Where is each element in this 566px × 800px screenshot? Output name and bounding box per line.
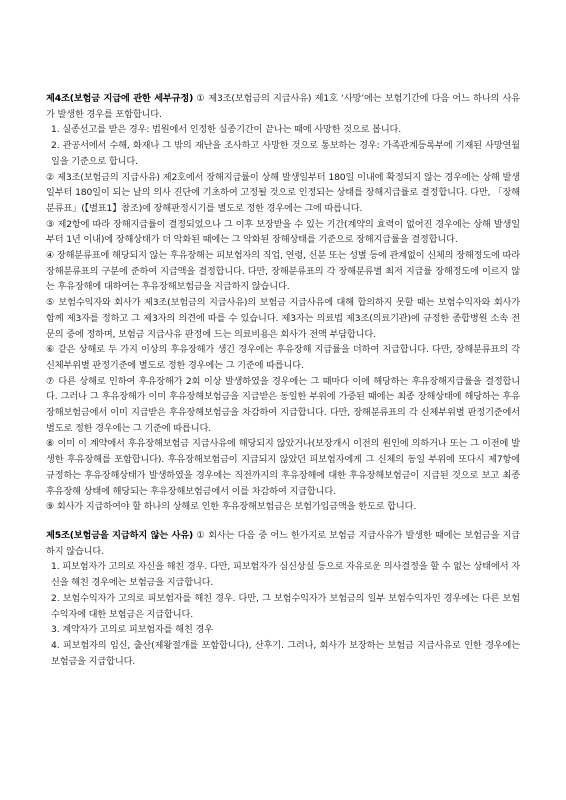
article-4-clause-5: ⑤ 보험수익자와 회사가 제3조(보험금의 지급사유)의 보험금 지급사유에 대해 합의하지 못할 때는 보험수익자와 회사가 함께 제3자를 정하고 그 제3자의 의견에 따를 수 있습니다. 제3자는 의료법 제3조(의료기관)에 규정한 종합병원 소속 전문의 중에 정하며, 보험금 지급사유 판정에 드는 의료비용은 회사가 전액 부담합니다. [46, 297, 520, 340]
article-5-item-1: 1. 피보험자가 고의로 자신을 해친 경우. 다만, 피보험자가 심신상실 등으로 자유로운 의사결정을 할 수 없는 상태에서 자신을 해친 경우에는 보험금을 지급합니다. [51, 561, 520, 589]
article-4-intro [46, 91, 520, 122]
article-4-clause-6: ⑥ 같은 상해로 두 가지 이상의 후유장해가 생긴 경우에는 후유장해 지급률을 더하여 지급합니다. 다만, 장해분류표의 각 신체부위별 판정기준에 별도로 정한 경우에는 그 기준에 따릅니다. [46, 344, 520, 371]
article-5 [46, 528, 520, 669]
article-5-item-2: 2. 보험수익자가 고의로 피보험자를 해친 경우. 다만, 그 보험수익자가 보험금의 일부 보험수익자인 경우에는 다른 보험수익자에 대한 보험금은 지급합니다. [51, 592, 520, 620]
article-4-item-2: 2. 관공서에서 수해, 화재나 그 밖의 재난을 조사하고 사망한 것으로 통보하는 경우: 가족관계등록부에 기재된 사망연월일을 기준으로 합니다. [51, 140, 520, 167]
article-4-clause-2: ② 제3조(보험금의 지급사유) 제2호에서 장해지급률이 상해 발생일부터 180일 이내에 확정되지 않는 경우에는 상해 발생일부터 180일이 되는 날의 의사 진단에 기초하여 고정될 것으로 인정되는 상태를 장해지급률로 결정합니다. 다만, 「장해분류표」(【별표1】참조)에 장해판정시기를 별도로 정한 경우에는 그에 따릅니다. [46, 171, 520, 214]
article-4-heading: 제4조(보험금 지급에 관한 세부규정) [46, 93, 194, 104]
article-4-clause-8: ⑧ 이미 이 계약에서 후유장해보험금 지급사유에 해당되지 않았거나(보장개시 이전의 원인에 의하거나 또는 그 이전에 발생한 후유장해를 포함합니다). 후유장해보험금이 지급되지 않았던 피보험자에게 그 신체의 동일 부위에 또다시 제7항에 규정하는 후유장해상태가 발생하였을 경우에는 직전까지의 후유장해에 대한 후유장해보험금이 지급된 것으로 보고 최종 후유장해 상태에 해당되는 후유장해보험금에서 이를 차감하여 지급합니다. [46, 438, 520, 497]
article-4-item-1: 1. 실종선고를 받은 경우: 법원에서 인정한 실종기간이 끝나는 때에 사망한 것으로 봅니다. [51, 124, 402, 136]
article-4-clause-1: ① 제3조(보험금의 지급사유) 제1호 ‘사망’에는 보험기간에 다음 어느 하나의 사유가 발생한 경우를 포함합니다. [46, 93, 520, 120]
article-4-clause-9: ⑨ 회사가 지급하여야 할 하나의 상해로 인한 후유장해보험금은 보험가입금액을 한도로 합니다. [46, 501, 417, 513]
article-4 [46, 91, 520, 515]
article-4-clause-3: ③ 제2항에 따라 장해지급률이 결정되었으나 그 이후 보장받을 수 있는 기간(계약의 효력이 없어진 경우에는 상해 발생일부터 1년 이내)에 장해상태가 더 악화된 때에는 그 악화된 장해상태를 기준으로 장해지급률을 결정합니다. [46, 218, 520, 246]
article-5-item-4: 4. 피보험자의 임신, 출산(제왕절개를 포함합니다), 산후기. 그러나, 회사가 보장하는 보험금 지급사유로 인한 경우에는 보험금을 지급합니다. [51, 639, 520, 667]
article-5-clause-1: ① 회사는 다음 중 어느 한가지로 보험금 지급사유가 발생한 때에는 보험금을 지급하지 않습니다. [46, 529, 520, 557]
article-4-clause-4: ④ 장해분류표에 해당되지 않는 후유장해는 피보험자의 직업, 연령, 신분 또는 성별 등에 관계없이 신체의 장해정도에 따라 장해분류표의 구분에 준하여 지급액을 결정합니다. 다만, 장해분류표의 각 장해분류별 최저 지급률 장해정도에 이르지 않는 후유장해에 대하여는 후유장해보험금을 지급하지 않습니다. [46, 250, 520, 293]
article-5-heading: 제5조(보험금을 지급하지 않는 사유) [46, 529, 194, 541]
article-4-clause-7: ⑦ 다른 상해로 인하여 후유장해가 2회 이상 발생하였을 경우에는 그 때마다 이에 해당하는 후유장해지급률을 결정합니다. 그러나 그 후유장해가 이미 후유장해보험금을 지급받은 동일한 부위에 가중된 때에는 최종 장해상태에 해당하는 후유장해보험금에서 이미 지급받은 후유장해보험금을 차감하여 지급합니다. 다만, 장해분류표의 각 신체부위별 판정기준에서 별도로 정한 경우에는 그 기준에 따릅니다. [46, 375, 520, 434]
article-5-item-3: 3. 계약자가 고의로 피보험자를 해친 경우 [51, 624, 213, 636]
article-5-intro [46, 528, 520, 559]
